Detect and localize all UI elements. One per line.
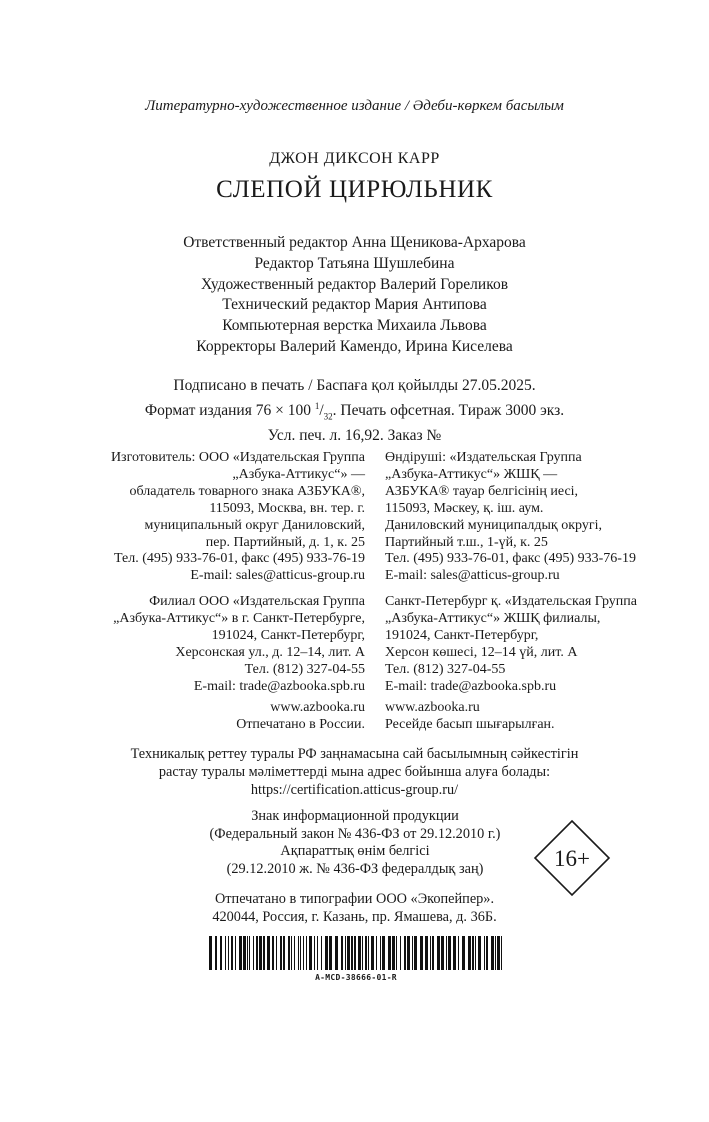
barcode-bar xyxy=(325,936,328,970)
certification-line: растау туралы мәліметтерді мына адрес бойынша алуға болады: xyxy=(158,764,551,780)
barcode-bar xyxy=(243,936,246,970)
branch-line: Херсонская ул., д. 12–14, лит. А xyxy=(175,644,365,660)
certification-block xyxy=(0,745,709,799)
manufacturer-line: „Азбука-Аттикус“» — xyxy=(232,466,365,482)
age-rating-text: 16+ xyxy=(554,846,590,871)
barcode-bar xyxy=(314,936,315,970)
barcode-bar xyxy=(321,936,322,970)
manufacturer-line: пер. Партийный, д. 1, к. 25 xyxy=(205,534,365,550)
editorial-credits xyxy=(0,233,709,358)
barcode-bar xyxy=(486,936,488,970)
barcode-bar xyxy=(354,936,356,970)
barcode-bar xyxy=(256,936,258,970)
barcode-bar xyxy=(259,936,262,970)
barcode-bar xyxy=(412,936,413,970)
barcode-bar xyxy=(458,936,459,970)
barcode-bar xyxy=(298,936,299,970)
barcode-bar xyxy=(414,936,417,970)
barcode-bar xyxy=(392,936,395,970)
barcode-bar xyxy=(309,936,312,970)
credit-line: Редактор Татьяна Шушлебина xyxy=(254,254,455,272)
signed-date: Подписано в печать / Баспаға қол қойылды 27.05.2025. xyxy=(173,377,536,394)
printed-in: Отпечатано в России. xyxy=(236,716,365,732)
manufacturer-line: Даниловский муниципалдық округі, xyxy=(385,517,602,533)
info-sign-line: Знак информационной продукции xyxy=(251,808,459,824)
website-link: www.azbooka.ru xyxy=(385,700,480,715)
barcode-bar xyxy=(382,936,385,970)
format-suffix: . Печать офсетная. Тираж 3000 экз. xyxy=(332,402,565,420)
barcode-bar xyxy=(235,936,236,970)
manufacturer-line: Тел. (495) 933-76-01, факс (495) 933-76-19 xyxy=(385,551,636,567)
branch-line: Херсон көшесі, 12–14 үй, лит. А xyxy=(385,644,578,660)
credit-line: Компьютерная верстка Михаила Львова xyxy=(222,317,487,335)
barcode-bar xyxy=(228,936,229,970)
manufacturer-line: Тел. (495) 933-76-01, факс (495) 933-76-19 xyxy=(114,551,365,567)
barcode-bar xyxy=(225,936,226,970)
barcode-bar xyxy=(396,936,397,970)
printer-block xyxy=(0,890,709,926)
barcode-bar xyxy=(358,936,361,970)
branch-line: Тел. (812) 327-04-55 xyxy=(244,661,365,677)
format-numerator: 1 xyxy=(314,401,320,411)
manufacturer-line: 115093, Мәскеу, қ. іш. аум. xyxy=(385,500,544,516)
barcode-bar xyxy=(495,936,496,970)
branch-line: Санкт-Петербург қ. «Издательская Группа xyxy=(385,594,637,609)
branch-kz xyxy=(385,594,637,695)
barcode-bar xyxy=(497,936,500,970)
info-sign-line: (Федеральный закон № 436-ФЗ от 29.12.2010 г.) xyxy=(209,825,501,842)
manufacturer-line: E-mail: sales@atticus-group.ru xyxy=(385,568,560,584)
info-sign-text xyxy=(190,808,520,878)
info-sign-line: Ақпараттық өнім белгісі xyxy=(280,843,430,859)
barcode xyxy=(209,936,503,970)
branch-ru xyxy=(113,594,365,695)
certification-line: Техникалық реттеу туралы РФ заңнамасына сай басылымның сәйкестігін xyxy=(130,746,579,762)
branch-line: Филиал ООО «Издательская Группа xyxy=(149,594,365,609)
edition-type: Литературно-художественное издание / Әдеби-көркем басылым xyxy=(145,98,564,114)
branch-line: 191024, Санкт-Петербург, xyxy=(211,627,365,643)
web-ru xyxy=(236,700,365,734)
barcode-bar xyxy=(272,936,274,970)
manufacturer-line: АЗБУКА® тауар белгісінің иесі, xyxy=(385,483,579,499)
barcode-bar xyxy=(441,936,444,970)
barcode-bar xyxy=(283,936,285,970)
barcode-bar xyxy=(430,936,431,970)
branch-line: E-mail: trade@azbooka.spb.ru xyxy=(193,678,365,694)
barcode-bar xyxy=(288,936,290,970)
barcode-bar xyxy=(404,936,406,970)
barcode-bar xyxy=(300,936,301,970)
barcode-bar xyxy=(472,936,474,970)
format-prefix: Формат издания 76 × 100 xyxy=(144,402,315,420)
barcode-bar xyxy=(345,936,346,970)
branch-line: Тел. (812) 327-04-55 xyxy=(385,661,506,677)
barcode-bar xyxy=(371,936,374,970)
barcode-bar xyxy=(280,936,282,970)
book-title: СЛЕПОЙ ЦИРЮЛЬНИК xyxy=(216,176,493,203)
barcode-bar xyxy=(276,936,277,970)
manufacturer-line: Изготовитель: ООО «Издательская Группа xyxy=(110,450,365,465)
barcode-bar xyxy=(478,936,481,970)
barcode-bar xyxy=(220,936,222,970)
website-link: www.azbooka.ru xyxy=(270,700,365,715)
barcode-bar xyxy=(446,936,447,970)
web-kz xyxy=(385,700,555,734)
barcode-bar xyxy=(400,936,401,970)
sheets-order: Усл. печ. л. 16,92. Заказ № xyxy=(267,427,442,445)
branch-line: 191024, Санкт-Петербург, xyxy=(385,627,539,643)
barcode-bar xyxy=(335,936,338,970)
manufacturer-kz xyxy=(385,450,636,585)
barcode-bar xyxy=(215,936,217,970)
manufacturer-line: 115093, Москва, вн. тер. г. xyxy=(209,500,365,516)
barcode-bar xyxy=(380,936,381,970)
credit-line: Технический редактор Мария Антипова xyxy=(222,296,487,314)
barcode-bar xyxy=(317,936,318,970)
barcode-bar xyxy=(231,936,233,970)
info-sign-line: (29.12.2010 ж. № 436-ФЗ федералдық заң) xyxy=(226,860,484,877)
barcode-bar xyxy=(341,936,343,970)
branch-line: „Азбука-Аттикус“» в г. Санкт-Петербурге, xyxy=(113,610,365,626)
branch-line: E-mail: trade@azbooka.spb.ru xyxy=(385,678,557,694)
barcode-bar xyxy=(368,936,369,970)
manufacturer-line: E-mail: sales@atticus-group.ru xyxy=(190,568,365,584)
barcode-bar xyxy=(475,936,476,970)
barcode-bar xyxy=(432,936,434,970)
barcode-bar xyxy=(306,936,307,970)
age-rating-badge xyxy=(533,819,611,897)
barcode-bar xyxy=(253,936,254,970)
branch-line: „Азбука-Аттикус“» ЖШҚ филиалы, xyxy=(385,610,601,626)
barcode-bar xyxy=(420,936,423,970)
barcode-bar xyxy=(462,936,465,970)
barcode-bar xyxy=(388,936,391,970)
manufacturer-line: „Азбука-Аттикус“» ЖШҚ — xyxy=(385,466,558,482)
manufacturer-ru xyxy=(111,450,365,585)
barcode-bar xyxy=(501,936,502,970)
credit-line: Ответственный редактор Анна Щеникова-Архарова xyxy=(183,234,526,251)
printed-in: Ресейде басып шығарылған. xyxy=(385,716,555,732)
barcode-bar xyxy=(484,936,485,970)
barcode-bar xyxy=(376,936,377,970)
barcode-bar xyxy=(291,936,292,970)
barcode-bar xyxy=(407,936,410,970)
barcode-bar xyxy=(351,936,353,970)
barcode-bar xyxy=(267,936,270,970)
format-slash: / xyxy=(319,402,324,420)
manufacturer-line: Өндіруші: «Издательская Группа xyxy=(385,450,582,465)
barcode-bar xyxy=(303,936,304,970)
barcode-bar xyxy=(329,936,332,970)
printer-line: Отпечатано в типографии ООО «Экопейпер». xyxy=(214,891,495,907)
barcode-bar xyxy=(448,936,451,970)
barcode-bar xyxy=(437,936,440,970)
barcode-bar xyxy=(247,936,248,970)
barcode-bar xyxy=(453,936,456,970)
barcode-bar xyxy=(249,936,250,970)
format-line xyxy=(0,396,709,426)
book-author: ДЖОН ДИКСОН КАРР xyxy=(269,150,440,167)
barcode-bar xyxy=(209,936,212,970)
barcode-bar xyxy=(239,936,242,970)
barcode-id: A-MCD-38666-01-R xyxy=(315,973,397,982)
barcode-bar xyxy=(362,936,363,970)
barcode-bar xyxy=(491,936,494,970)
barcode-bar xyxy=(425,936,428,970)
credit-line: Корректоры Валерий Камендо, Ирина Киселева xyxy=(196,337,513,355)
format-denominator: 32 xyxy=(323,411,333,422)
manufacturer-line: обладатель товарного знака АЗБУКА®, xyxy=(129,483,365,499)
manufacturer-line: муниципальный округ Даниловский, xyxy=(144,517,365,533)
credit-line: Художественный редактор Валерий Гореликов xyxy=(200,275,509,293)
barcode-bar xyxy=(263,936,265,970)
barcode-bar xyxy=(294,936,295,970)
printer-line: 420044, Россия, г. Казань, пр. Ямашева, д. 36Б. xyxy=(212,909,497,925)
barcode-bar xyxy=(347,936,350,970)
barcode-bar xyxy=(365,936,367,970)
print-info xyxy=(0,376,709,446)
certification-url: https://certification.atticus-group.ru/ xyxy=(250,782,459,798)
manufacturer-line: Партийный т.ш., 1-үй, к. 25 xyxy=(385,534,548,550)
barcode-bar xyxy=(468,936,471,970)
